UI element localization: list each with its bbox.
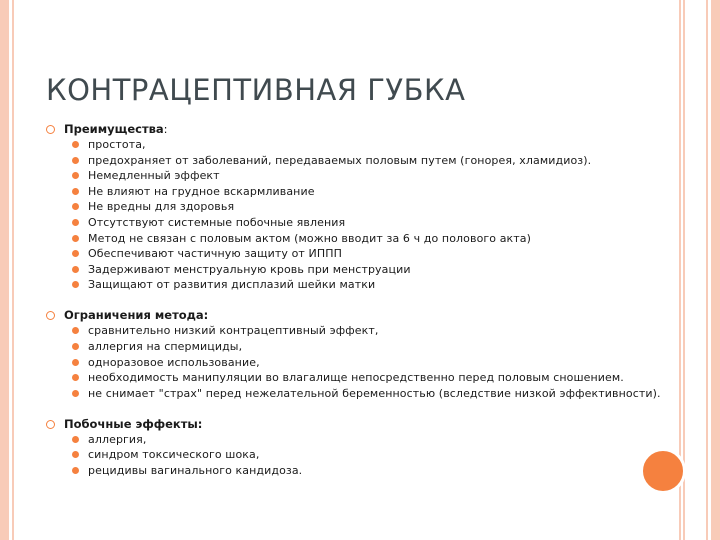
list-item: [46, 278, 666, 291]
list-item: [46, 448, 666, 461]
dot-bullet-icon: [72, 203, 79, 210]
dot-bullet-icon: [72, 250, 79, 257]
frame-stripe-left-outer: [0, 0, 9, 540]
dot-bullet-icon: [72, 343, 79, 350]
list-item-text: Обеспечивают частичную защиту от ИППП: [88, 247, 342, 261]
ring-bullet-icon: [46, 420, 55, 429]
list-item-text: не снимает "страх" перед нежелательной беременностью (вследствие низкой эффективности).: [88, 386, 661, 400]
list-item: [46, 154, 666, 167]
list-item-text: Немедленный эффект: [88, 169, 220, 183]
section-heading-bold: Побочные эффекты:: [64, 416, 203, 431]
section-side-effects: [46, 417, 666, 477]
list-item: [46, 433, 666, 446]
dot-bullet-icon: [72, 436, 79, 443]
list-item: [46, 138, 666, 151]
list-item-text: сравнительно низкий контрацептивный эффект,: [88, 324, 379, 338]
dot-bullet-icon: [72, 451, 79, 458]
section-heading-rest: :: [163, 122, 168, 136]
list-item-text: Не влияют на грудное вскармливание: [88, 184, 315, 198]
bullet-list: [46, 138, 666, 291]
list-item: [46, 356, 666, 369]
bullet-list: [46, 433, 666, 477]
list-item-text: Отсутствуют системные побочные явления: [88, 215, 346, 229]
list-item-text: Защищают от развития дисплазий шейки матки: [88, 278, 376, 292]
dot-bullet-icon: [72, 327, 79, 334]
list-item: [46, 216, 666, 229]
bullet-list: [46, 324, 666, 399]
section-heading: [46, 308, 666, 323]
list-item-text: простота,: [88, 138, 146, 151]
dot-bullet-icon: [72, 219, 79, 226]
ring-bullet-icon: [46, 125, 55, 134]
dot-bullet-icon: [72, 281, 79, 288]
list-item-text: одноразовое использование,: [88, 355, 260, 369]
list-item-text: предохраняет от заболеваний, передаваемых половым путем (гонорея, хламидиоз).: [88, 153, 592, 167]
dot-bullet-icon: [72, 157, 79, 164]
list-item: [46, 232, 666, 245]
frame-stripe-right-outer: [711, 0, 720, 540]
dot-bullet-icon: [72, 374, 79, 381]
list-item: [46, 200, 666, 213]
ring-bullet-icon: [46, 311, 55, 320]
list-item: [46, 387, 666, 400]
dot-bullet-icon: [72, 235, 79, 242]
dot-bullet-icon: [72, 188, 79, 195]
frame-stripe-right-accent-1: [683, 0, 685, 540]
dot-bullet-icon: [72, 467, 79, 474]
dot-bullet-icon: [72, 390, 79, 397]
dot-bullet-icon: [72, 141, 79, 148]
section-heading: [46, 417, 666, 432]
slide-title: КОНТРАЦЕПТИВНАЯ ГУБКА: [46, 73, 466, 107]
list-item-text: Не вредны для здоровья: [88, 200, 235, 214]
frame-stripe-right-inner: [706, 0, 708, 540]
frame-stripe-left-inner: [12, 0, 14, 540]
list-item-text: синдром токсического шока,: [88, 448, 260, 462]
list-item-text: аллергия,: [88, 432, 147, 446]
list-item-text: Метод не связан с половым актом (можно вводит за 6 ч до полового акта): [88, 231, 532, 245]
section-heading-bold: Преимущества: [64, 122, 164, 136]
list-item: [46, 263, 666, 276]
list-item: [46, 340, 666, 353]
section-advantages: [46, 122, 666, 291]
section-heading: [46, 122, 666, 137]
list-item: [46, 371, 666, 384]
list-item: [46, 464, 666, 477]
section-limitations: [46, 308, 666, 399]
list-item: [46, 169, 666, 182]
dot-bullet-icon: [72, 266, 79, 273]
section-heading-bold: Ограничения метода:: [64, 308, 209, 323]
dot-bullet-icon: [72, 172, 79, 179]
list-item-text: рецидивы вагинального кандидоза.: [88, 463, 303, 477]
list-item: [46, 324, 666, 337]
list-item-text: Задерживают менструальную кровь при менструации: [88, 262, 411, 276]
list-item: [46, 185, 666, 198]
dot-bullet-icon: [72, 359, 79, 366]
list-item-text: аллергия на спермициды,: [88, 339, 243, 353]
list-item: [46, 247, 666, 260]
slide-content: [46, 122, 666, 494]
list-item-text: необходимость манипуляции во влагалище непосредственно перед половым сношением.: [88, 371, 624, 385]
